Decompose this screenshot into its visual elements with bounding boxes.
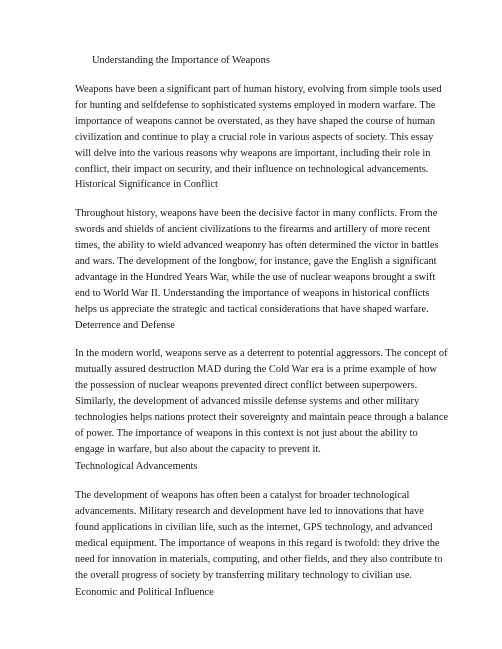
section-heading-historical: Historical Significance in Conflict bbox=[75, 179, 218, 190]
paragraph-line: the overall progress of society by transferring military technology to civilian use. bbox=[75, 570, 413, 581]
paragraph-line: and wars. The development of the longbow, for instance, gave the English a significant bbox=[75, 256, 437, 267]
section-paragraph-technological bbox=[75, 488, 443, 584]
document-title: Understanding the Importance of Weapons bbox=[92, 55, 270, 66]
paragraph-line: Similarly, the development of advanced missile defense systems and other military bbox=[75, 396, 420, 407]
paragraph-line: advantage in the Hundred Years War, while the use of nuclear weapons brought a swift bbox=[75, 272, 436, 283]
paragraph-line: end to World War II. Understanding the importance of weapons in historical conflicts bbox=[75, 288, 430, 299]
paragraph-line: medical equipment. The importance of weapons in this regard is twofold: they drive the bbox=[75, 538, 440, 549]
paragraph-line: In the modern world, weapons serve as a deterrent to potential aggressors. The concept of bbox=[75, 348, 448, 359]
paragraph-line: helps us appreciate the strategic and tactical considerations that have shaped warfare. bbox=[75, 304, 429, 315]
paragraph-line: will delve into the various reasons why weapons are important, including their role in bbox=[75, 148, 431, 159]
section-heading-technological: Technological Advancements bbox=[75, 461, 198, 472]
paragraph-line: advancements. Military research and development have led to innovations that have bbox=[75, 506, 424, 517]
paragraph-line: civilization and continue to play a crucial role in various aspects of society. This essay bbox=[75, 132, 434, 143]
paragraph-line: for hunting and selfdefense to sophisticated systems employed in modern warfare. The bbox=[75, 100, 436, 111]
paragraph-line: engage in warfare, but also about the capacity to prevent it. bbox=[75, 444, 321, 455]
paragraph-line: the possession of nuclear weapons prevented direct conflict between superpowers. bbox=[75, 380, 418, 391]
paragraph-line: times, the ability to wield advanced weaponry has often determined the victor in battles bbox=[75, 240, 439, 251]
paragraph-line: mutually assured destruction MAD during the Cold War era is a prime example of how bbox=[75, 364, 437, 375]
paragraph-line: Throughout history, weapons have been the decisive factor in many conflicts. From the bbox=[75, 208, 438, 219]
section-heading-economic: Economic and Political Influence bbox=[75, 587, 214, 598]
paragraph-line: The development of weapons has often been a catalyst for broader technological bbox=[75, 490, 410, 501]
paragraph-line: need for innovation in materials, computing, and other fields, and they also contribute to bbox=[75, 554, 443, 565]
section-paragraph-historical bbox=[75, 206, 439, 318]
paragraph-line: found applications in civilian life, such as the internet, GPS technology, and advanced bbox=[75, 522, 433, 533]
section-heading-deterrence: Deterrence and Defense bbox=[75, 320, 175, 331]
paragraph-line: technologies helps nations protect their sovereignty and maintain peace through a balance bbox=[75, 412, 449, 423]
paragraph-line: Weapons have been a significant part of human history, evolving from simple tools used bbox=[75, 84, 442, 95]
section-paragraph-deterrence bbox=[75, 346, 449, 458]
paragraph-line: swords and shields of ancient civilizations to the firearms and artillery of more recent bbox=[75, 224, 431, 235]
intro-paragraph bbox=[75, 82, 442, 178]
paragraph-line: of power. The importance of weapons in this context is not just about the ability to bbox=[75, 428, 418, 439]
paragraph-line: importance of weapons cannot be overstated, as they have shaped the course of human bbox=[75, 116, 436, 127]
paragraph-line: conflict, their impact on security, and their influence on technological advancements. bbox=[75, 164, 429, 175]
